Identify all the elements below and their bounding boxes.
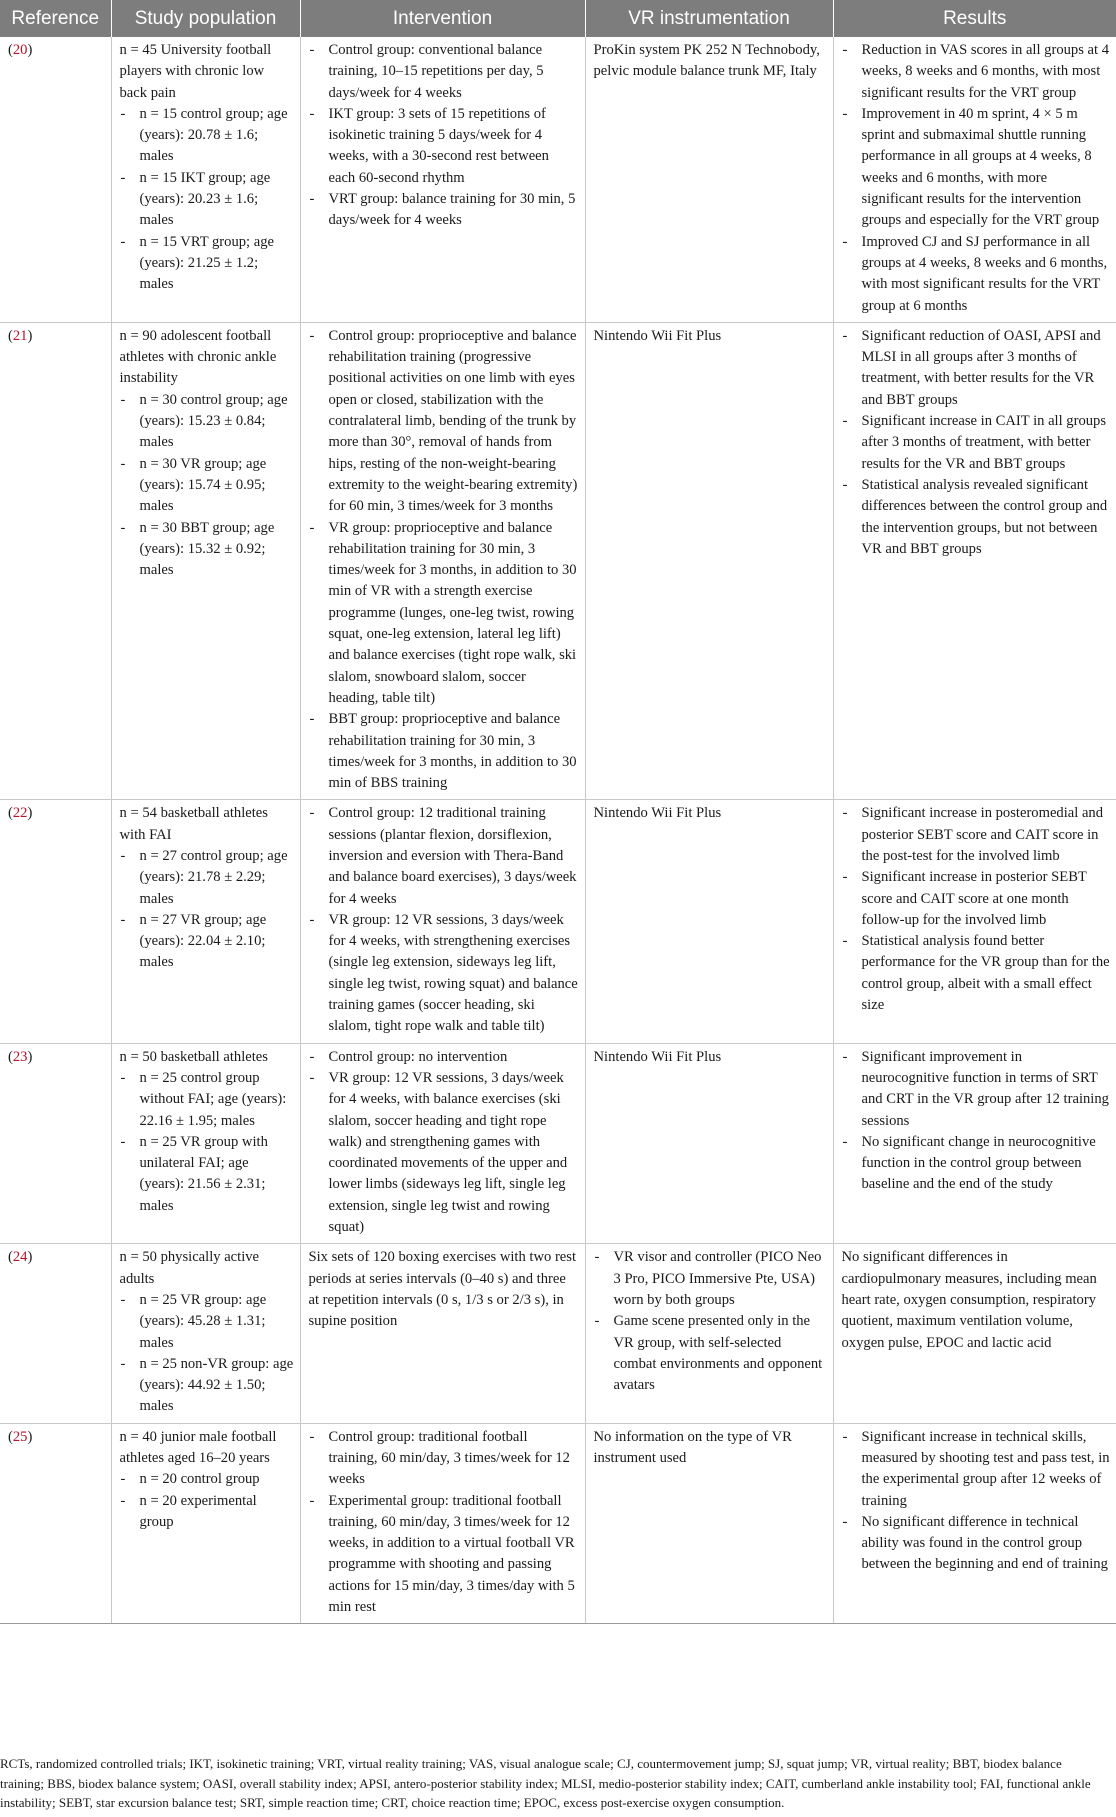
list-item (309, 709, 579, 794)
list-item-text: Control group: conventional balance training, 10–15 repetitions per day, 5 days/week for 4 weeks (328, 42, 544, 101)
results-text: No significant differences in cardiopulmonary measures, including mean heart rate, oxygen consumption, respiratory quotient, maximum ventilation volume, oxygen pulse, EPOC and lactic acid (841, 1249, 1097, 1351)
list-item (309, 910, 579, 1038)
cell-study-population (111, 800, 300, 1043)
list-item-text: n = 27 VR group; age (years): 22.04 ± 2.10; males (139, 911, 267, 971)
dash-bullet: - (120, 455, 126, 472)
dash-bullet: - (594, 1313, 600, 1330)
list-item-text: Game scene presented only in the VR group, with self-selected combat environments and opponent avatars (613, 1313, 823, 1394)
list-item-text: n = 15 IKT group; age (years): 20.23 ± 1.6; males (139, 169, 271, 229)
reference-citation (8, 803, 105, 824)
cell-results (833, 1423, 1116, 1624)
results-list (842, 40, 1111, 317)
reference-citation (8, 1247, 105, 1268)
reference-open-paren: ( (8, 42, 13, 58)
cell-results (833, 322, 1116, 800)
list-item (842, 104, 1111, 232)
population-group-list (120, 846, 294, 974)
list-item (120, 1132, 294, 1217)
cell-vr-instrumentation (585, 1043, 833, 1244)
reference-link[interactable]: 25 (12, 1428, 28, 1445)
population-group-list (120, 104, 294, 296)
reference-close-paren: ) (27, 1048, 33, 1065)
dash-bullet: - (842, 105, 848, 122)
reference-open-paren: ( (8, 1048, 13, 1065)
reference-link[interactable]: 20 (12, 42, 28, 58)
results-list (842, 1427, 1111, 1576)
list-item (309, 803, 579, 909)
table-row (0, 37, 1116, 322)
dash-bullet: - (842, 1428, 848, 1445)
population-group-list (120, 1068, 294, 1217)
list-item-text: Control group: proprioceptive and balance rehabilitation training (progressive positional activities on one limb with eyes open or closed, stabilization with the contralateral limb, bending of the trunk by more than 30°, removal of hands from hips, resting of the non-weight-bearing extremity to the weight-bearing extremity) for 60 min, 3 times/week for 3 months (328, 327, 578, 515)
table-row (0, 1244, 1116, 1423)
list-item (120, 232, 294, 296)
list-item-text: Significant increase in CAIT in all groups after 3 months of treatment, with better results for the VR and BBT groups (861, 413, 1107, 472)
dash-bullet: - (842, 805, 848, 822)
list-item (120, 454, 294, 518)
vr-instrument-text: Nintendo Wii Fit Plus (593, 327, 722, 344)
reference-citation (8, 40, 105, 61)
list-item (120, 168, 294, 232)
reference-close-paren: ) (27, 42, 33, 58)
cell-study-population (111, 1244, 300, 1423)
list-item-text: n = 25 control group without FAI; age (years): 22.16 ± 1.95; males (139, 1069, 287, 1129)
table-body (0, 37, 1116, 1624)
dash-bullet: - (309, 805, 315, 822)
reference-open-paren: ( (8, 1428, 13, 1445)
dash-bullet: - (842, 1048, 848, 1065)
list-item (309, 104, 579, 189)
dash-bullet: - (594, 1249, 600, 1266)
dash-bullet: - (842, 869, 848, 886)
vr-instrument-list (594, 1247, 827, 1396)
cell-intervention (300, 1244, 585, 1423)
list-item-text: VRT group: balance training for 30 min, 5 days/week for 4 weeks (328, 191, 576, 229)
list-item (120, 104, 294, 168)
dash-bullet: - (120, 1355, 126, 1372)
dash-bullet: - (120, 391, 126, 408)
list-item-text: n = 20 control group (139, 1471, 260, 1488)
list-item (309, 40, 579, 104)
dash-bullet: - (309, 711, 315, 728)
dash-bullet: - (120, 1471, 126, 1488)
list-item-text: BBT group: proprioceptive and balance rehabilitation training for 30 min, 3 times/week for 3 months, in addition to 30 min of BBS training (328, 711, 577, 792)
dash-bullet: - (842, 327, 848, 344)
list-item (309, 189, 579, 232)
list-item (842, 931, 1111, 1016)
table-row (0, 800, 1116, 1043)
list-item-text: n = 15 VRT group; age (years): 21.25 ± 1.2; males (139, 233, 274, 293)
reference-close-paren: ) (27, 327, 33, 344)
population-group-list (120, 390, 294, 582)
list-item (842, 411, 1111, 475)
dash-bullet: - (309, 911, 315, 928)
cell-study-population (111, 1423, 300, 1624)
cell-study-population (111, 1043, 300, 1244)
list-item-text: n = 20 experimental group (139, 1492, 257, 1530)
dash-bullet: - (309, 42, 315, 58)
dash-bullet: - (842, 233, 848, 250)
list-item-text: No significant change in neurocognitive function in the control group between baseline and the end of the study (861, 1133, 1096, 1193)
intervention-list (309, 1047, 579, 1239)
cell-vr-instrumentation (585, 800, 833, 1043)
cell-intervention (300, 1423, 585, 1624)
table-footnote: RCTs, randomized controlled trials; IKT, isokinetic training; VRT, virtual reality training; VAS, visual analogue scale; CJ, countermovement jump; SJ, squat jump; VR, virtual reality; BBT, biodex balance training; BBS, biodex balance system; OASI, overall stability index; APSI, antero-posterior stability index; MLSI, medio-posterior stability index; CAIT, cumberland ankle instability tool; FAI, functional ankle instability; SEBT, star excursion balance test; SRT, simple reaction time; CRT, choice reaction time; EPOC, excess post-exercise oxygen consumption. (0, 1756, 1091, 1810)
list-item-text: n = 25 VR group with unilateral FAI; age (years): 21.56 ± 2.31; males (139, 1133, 268, 1214)
list-item-text: VR visor and controller (PICO Neo 3 Pro, PICO Immersive Pte, USA) worn by both groups (613, 1249, 822, 1308)
list-item (842, 1047, 1111, 1132)
list-item-text: n = 30 VR group; age (years): 15.74 ± 0.95; males (139, 455, 267, 515)
reference-close-paren: ) (27, 1249, 33, 1266)
list-item (842, 326, 1111, 411)
list-item (842, 1427, 1111, 1512)
list-item-text: n = 15 control group; age (years): 20.78 ± 1.6; males (139, 105, 288, 165)
population-group-list (120, 1469, 294, 1533)
population-summary: n = 54 basketball athletes with FAI (119, 805, 268, 843)
vr-instrument-text: ProKin system PK 252 N Technobody, pelvic module balance trunk MF, Italy (593, 42, 820, 80)
reference-open-paren: ( (8, 1249, 13, 1266)
list-item (842, 475, 1111, 560)
population-summary: n = 90 adolescent football athletes with chronic ankle instability (119, 327, 277, 387)
dash-bullet: - (120, 169, 126, 186)
list-item-text: Significant improvement in neurocognitive function in terms of SRT and CRT in the VR group after 12 training sessions (861, 1048, 1109, 1129)
cell-study-population (111, 322, 300, 800)
list-item (309, 1427, 579, 1491)
reference-link[interactable]: 24 (12, 1249, 28, 1266)
header-study-population: Study population (111, 0, 300, 37)
population-summary: n = 50 physically active adults (119, 1249, 260, 1287)
list-item (120, 846, 294, 910)
list-item-text: Improvement in 40 m sprint, 4 × 5 m sprint and submaximal shuttle running performance in all groups at 4 weeks, 8 weeks and 6 months, with more significant results for the intervention groups and especially for the VRT group (861, 105, 1100, 229)
list-item-text: n = 27 control group; age (years): 21.78 ± 2.29; males (139, 847, 288, 907)
header-reference: Reference (0, 0, 111, 37)
intervention-text: Six sets of 120 boxing exercises with two rest periods at series intervals (0–40 s) and three at repetition intervals (0 s, 1/3 s or 2/3 s), in supine position (308, 1249, 577, 1330)
intervention-list (309, 803, 579, 1037)
results-list (842, 326, 1111, 560)
reference-open-paren: ( (8, 327, 13, 344)
list-item-text: n = 30 control group; age (years): 15.23 ± 0.84; males (139, 391, 288, 451)
table-header (0, 0, 1116, 37)
cell-results (833, 37, 1116, 322)
dash-bullet: - (120, 519, 126, 536)
list-item (842, 867, 1111, 931)
results-list (842, 1047, 1111, 1196)
list-item-text: Statistical analysis revealed significant differences between the control group and the intervention groups, but not between VR and BBT groups (861, 476, 1108, 557)
cell-reference (0, 1423, 111, 1624)
dash-bullet: - (309, 105, 315, 122)
dash-bullet: - (120, 847, 126, 864)
list-item (120, 1290, 294, 1354)
list-item-text: Control group: no intervention (328, 1048, 508, 1065)
reference-link[interactable]: 22 (12, 805, 28, 822)
dash-bullet: - (120, 1069, 126, 1086)
dash-bullet: - (120, 1133, 126, 1150)
list-item-text: VR group: 12 VR sessions, 3 days/week for 4 weeks, with strengthening exercises (single leg extension, sideways leg lift, single leg twist, rowing squat) and balance training games (soccer heading, ski slalom, tight rope walk and table tilt) (328, 911, 578, 1035)
cell-reference (0, 322, 111, 800)
reference-citation (8, 1427, 105, 1448)
list-item (120, 1469, 294, 1490)
intervention-list (309, 1427, 579, 1619)
list-item (309, 1068, 579, 1238)
list-item-text: Significant increase in technical skills, measured by shooting test and pass test, in the experimental group after 12 weeks of training (861, 1428, 1110, 1509)
list-item-text: Experimental group: traditional football training, 60 min/day, 3 times/week for 12 weeks, in addition to a virtual football VR programme with shooting and passing actions for 15 min/day, 3 times/day with 5 min rest (328, 1492, 575, 1616)
list-item (120, 1068, 294, 1132)
reference-open-paren: ( (8, 805, 13, 822)
cell-intervention (300, 800, 585, 1043)
list-item (842, 1512, 1111, 1576)
vr-instrument-text: No information on the type of VR instrument used (593, 1428, 792, 1466)
dash-bullet: - (842, 1133, 848, 1150)
reference-citation (8, 1047, 105, 1068)
dash-bullet: - (120, 1291, 126, 1308)
dash-bullet: - (309, 1069, 315, 1086)
dash-bullet: - (120, 233, 126, 250)
dash-bullet: - (120, 105, 126, 122)
vr-instrument-text: Nintendo Wii Fit Plus (593, 1048, 722, 1065)
cell-intervention (300, 37, 585, 322)
intervention-list (309, 326, 579, 795)
dash-bullet: - (120, 1492, 126, 1509)
reference-link[interactable]: 21 (12, 327, 28, 344)
header-intervention: Intervention (300, 0, 585, 37)
cell-results (833, 1043, 1116, 1244)
list-item (120, 1491, 294, 1534)
cell-reference (0, 1043, 111, 1244)
dash-bullet: - (309, 1492, 315, 1509)
list-item (842, 803, 1111, 867)
table-row (0, 1043, 1116, 1244)
cell-vr-instrumentation (585, 37, 833, 322)
cell-reference (0, 37, 111, 322)
list-item-text: Statistical analysis found better performance for the VR group than for the control group, albeit with a small effect size (861, 933, 1110, 1014)
list-item (309, 326, 579, 518)
list-item (594, 1247, 827, 1311)
header-results: Results (833, 0, 1116, 37)
reference-close-paren: ) (27, 1428, 33, 1445)
cell-intervention (300, 322, 585, 800)
list-item (120, 1354, 294, 1418)
list-item-text: VR group: 12 VR sessions, 3 days/week for 4 weeks, with balance exercises (ski slalom, soccer heading and tight rope walk) and strengthening games with coordinated movements of the upper and lower limbs (sideways leg lift, single leg extension, single leg twist and rowing squat) (328, 1069, 568, 1236)
population-summary: n = 50 basketball athletes (119, 1048, 268, 1065)
cell-intervention (300, 1043, 585, 1244)
dash-bullet: - (120, 911, 126, 928)
list-item-text: VR group: proprioceptive and balance rehabilitation training for 30 min, 3 times/week for 3 months, in addition to 30 min of VR with a strength exercise programme (lunges, one-leg twist, rowing squat, one-leg extension, lateral leg lift) and balance exercises (tight rope walk, ski slalom, snowboard slalom, soccer heading, table tilt) (328, 519, 577, 706)
list-item-text: IKT group: 3 sets of 15 repetitions of isokinetic training 5 days/week for 4 weeks, with a 30-second rest between each 60-second rhythm (328, 105, 549, 186)
dash-bullet: - (842, 476, 848, 493)
list-item-text: Significant reduction of OASI, APSI and MLSI in all groups after 3 months of treatment, with better results for the VR and BBT groups (861, 327, 1101, 408)
reference-close-paren: ) (27, 805, 33, 822)
cell-results (833, 800, 1116, 1043)
intervention-list (309, 40, 579, 232)
dash-bullet: - (842, 933, 848, 950)
list-item (120, 390, 294, 454)
cell-reference (0, 800, 111, 1043)
population-summary: n = 45 University football players with chronic low back pain (119, 42, 272, 101)
population-summary: n = 40 junior male football athletes aged 16–20 years (119, 1428, 277, 1466)
cell-results (833, 1244, 1116, 1423)
dash-bullet: - (842, 1513, 848, 1530)
list-item (842, 40, 1111, 104)
list-item-text: Significant increase in posteromedial and posterior SEBT score and CAIT score in the post-test for the involved limb (861, 805, 1104, 864)
reference-citation (8, 326, 105, 347)
list-item (842, 232, 1111, 317)
list-item-text: Control group: traditional football training, 60 min/day, 3 times/week for 12 weeks (328, 1428, 570, 1488)
population-group-list (120, 1290, 294, 1418)
dash-bullet: - (309, 191, 315, 208)
table-row (0, 1423, 1116, 1624)
list-item (309, 1047, 579, 1068)
results-list (842, 803, 1111, 1016)
list-item-text: n = 25 non-VR group: age (years): 44.92 ± 1.50; males (139, 1355, 294, 1415)
header-row (0, 0, 1116, 37)
header-vr-instrumentation: VR instrumentation (585, 0, 833, 37)
list-item-text: Significant increase in posterior SEBT score and CAIT score at one month follow-up for the involved limb (861, 869, 1087, 928)
list-item-text: Improved CJ and SJ performance in all groups at 4 weeks, 8 weeks and 6 months, with most significant results for the VRT group at 6 months (861, 233, 1108, 314)
cell-study-population (111, 37, 300, 322)
list-item (309, 1491, 579, 1619)
vr-instrument-text: Nintendo Wii Fit Plus (593, 805, 722, 822)
dash-bullet: - (842, 413, 848, 430)
dash-bullet: - (309, 519, 315, 536)
dash-bullet: - (309, 327, 315, 344)
list-item (309, 518, 579, 710)
list-item (842, 1132, 1111, 1196)
list-item-text: Control group: 12 traditional training sessions (plantar flexion, dorsiflexion, inversion and eversion with Thera-Band and balance board exercises), 3 days/week for 4 weeks (328, 805, 577, 907)
dash-bullet: - (309, 1428, 315, 1445)
list-item-text: n = 30 BBT group; age (years): 15.32 ± 0.92; males (139, 519, 275, 579)
list-item (120, 518, 294, 582)
list-item-text: n = 25 VR group: age (years): 45.28 ± 1.31; males (139, 1291, 267, 1351)
cell-vr-instrumentation (585, 1423, 833, 1624)
list-item (594, 1311, 827, 1396)
cell-vr-instrumentation (585, 1244, 833, 1423)
list-item (120, 910, 294, 974)
reference-link[interactable]: 23 (12, 1048, 28, 1065)
table-row (0, 322, 1116, 800)
dash-bullet: - (309, 1048, 315, 1065)
list-item-text: Reduction in VAS scores in all groups at 4 weeks, 8 weeks and 6 months, with most significant results for the VRT group (861, 42, 1110, 101)
cell-reference (0, 1244, 111, 1423)
list-item-text: No significant difference in technical ability was found in the control group between the beginning and end of training (861, 1513, 1108, 1573)
dash-bullet: - (842, 42, 848, 58)
cell-vr-instrumentation (585, 322, 833, 800)
